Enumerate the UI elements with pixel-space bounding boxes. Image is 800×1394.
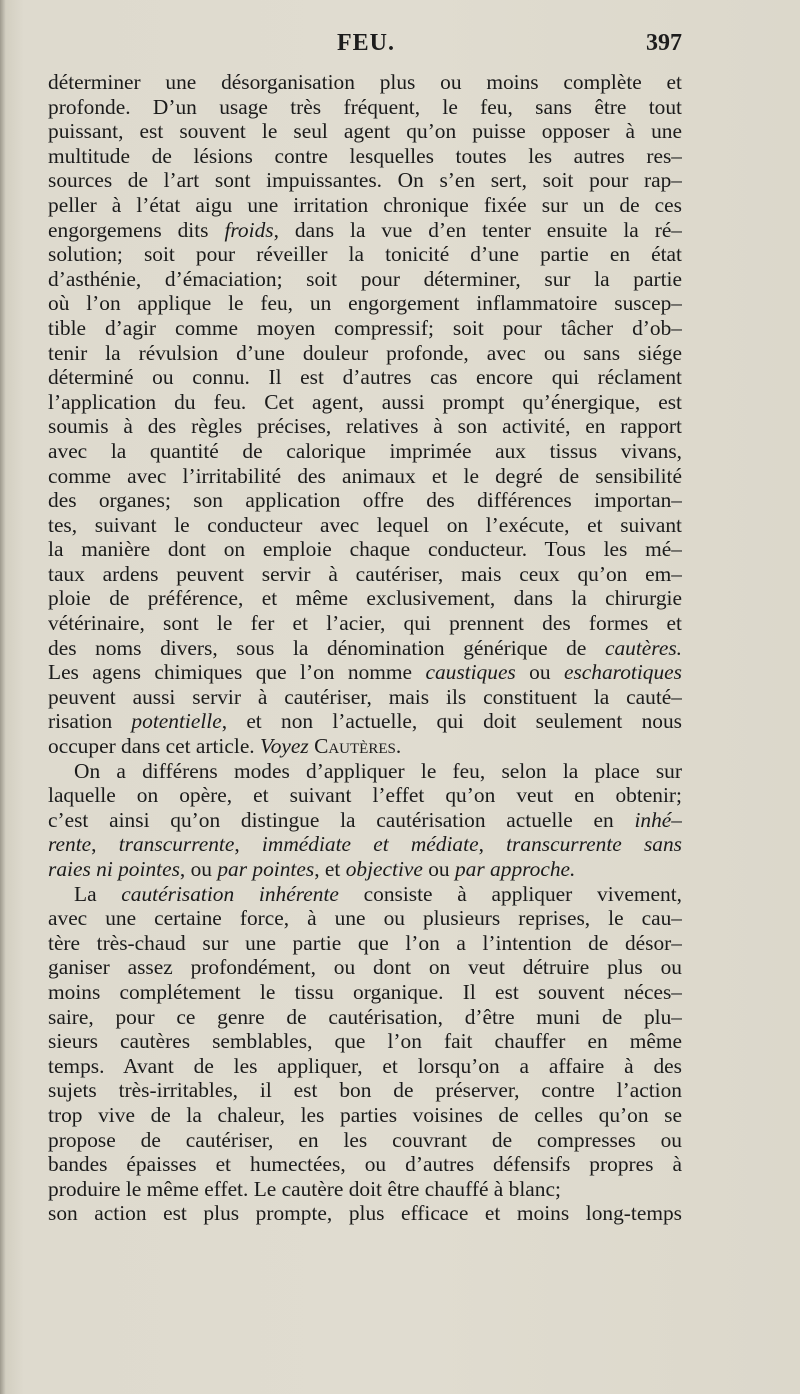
text-run: produire le même effet. Le cautère doit être chauffé à blanc;: [48, 1176, 561, 1201]
text-line: [48, 931, 682, 956]
text-run: tible d’agir comme moyen compressif; soit pour tâcher d’ob–: [48, 315, 682, 340]
text-line: [48, 414, 682, 439]
text-line: [48, 1054, 682, 1079]
text-run: son action est plus prompte, plus efficace et moins long-temps: [48, 1201, 682, 1226]
text-run: ganiser assez profondément, ou dont on veut détruire plus ou: [48, 955, 682, 980]
text-run: d’asthénie, d’émaciation; soit pour déterminer, sur la partie: [48, 266, 682, 291]
italic-run: potentielle: [131, 709, 222, 734]
text-line: [48, 759, 682, 784]
text-line: [48, 832, 682, 857]
text-line: [48, 586, 682, 611]
text-run: multitude de lésions contre lesquelles toutes les autres res–: [48, 143, 682, 168]
text-line: [48, 734, 682, 759]
text-line: [48, 70, 682, 95]
italic-run: escharotiques: [563, 660, 682, 685]
text-line: [48, 685, 682, 710]
text-run: solution; soit pour réveiller la tonicité d’une partie en état: [48, 242, 682, 267]
text-line: [48, 464, 682, 489]
text-run: engorgemens dits: [48, 217, 225, 242]
text-line: [48, 291, 682, 316]
italic-run: par approche.: [454, 857, 576, 881]
text-run: des noms divers, sous la dénomination générique de: [48, 635, 605, 660]
text-run: laquelle on opère, et suivant l’effet qu’on veut en obtenir;: [48, 783, 682, 808]
text-run: ,: [478, 832, 507, 857]
text-run: tère très-chaud sur une partie que l’on a l’intention de désor–: [48, 930, 682, 955]
italic-run: immédiate et médiate: [261, 832, 479, 857]
text-line: [48, 365, 682, 390]
text-run: peller à l’état aigu une irritation chronique fixée sur un de ces: [48, 192, 682, 217]
text-line: [48, 1005, 682, 1030]
text-run: consiste à appliquer vivement,: [338, 881, 682, 906]
text-run: ,: [91, 832, 119, 857]
text-line: [48, 955, 682, 980]
text-run: On a différens modes d’appliquer le feu, selon la place sur: [74, 758, 682, 783]
italic-run: objective: [345, 857, 423, 881]
text-run: trop vive de la chaleur, les parties voisines de celles qu’on se: [48, 1102, 682, 1127]
page-number: 397: [646, 30, 682, 56]
text-run: profonde. D’un usage très fréquent, le feu, sans être tout: [48, 94, 682, 119]
text-run: ou: [515, 660, 564, 685]
text-run: occuper dans cet article.: [48, 734, 261, 759]
text-run: peuvent aussi servir à cautériser, mais ils constituent la cauté–: [48, 684, 682, 709]
text-line: [48, 611, 682, 636]
text-run: , et non l’actuelle, qui doit seulement nous: [221, 709, 682, 734]
text-line: [48, 1152, 682, 1177]
text-run: tenir la révulsion d’une douleur profonde, avec ou sans siége: [48, 340, 682, 365]
page-gutter-shadow: [0, 0, 6, 1394]
text-run: des organes; son application offre des différences importan–: [48, 488, 682, 513]
text-run: temps. Avant de les appliquer, et lorsqu’on a affaire à des: [48, 1053, 682, 1078]
text-line: [48, 341, 682, 366]
text-run: saire, pour ce genre de cautérisation, d’être muni de plu–: [48, 1004, 682, 1029]
text-run: la manière dont on emploie chaque conducteur. Tous les mé–: [48, 537, 682, 562]
text-run: ou: [422, 857, 455, 881]
text-run: déterminé ou connu. Il est d’autres cas encore qui réclament: [48, 365, 682, 390]
text-line: [48, 439, 682, 464]
text-run: vétérinaire, sont le fer et l’acier, qui prennent des formes et: [48, 611, 682, 636]
text-line: [48, 95, 682, 120]
text-run: comme avec l’irritabilité des animaux et le degré de sensibilité: [48, 463, 682, 488]
text-line: [48, 488, 682, 513]
italic-run: rente: [48, 832, 92, 857]
text-line: [48, 316, 682, 341]
text-line: [48, 1201, 682, 1226]
text-run: moins complétement le tissu organique. Il est souvent néces–: [48, 979, 682, 1004]
small-caps-run: Cautères: [314, 734, 396, 759]
text-run: où l’on applique le feu, un engorgement inflammatoire suscep–: [48, 291, 682, 316]
italic-run: cautérisation inhérente: [121, 881, 339, 906]
text-line: [48, 193, 682, 218]
text-line: [48, 709, 682, 734]
text-line: [48, 1177, 682, 1202]
text-line: [48, 980, 682, 1005]
text-run: taux ardens peuvent servir à cautériser, mais ceux qu’on em–: [48, 561, 682, 586]
italic-run: par pointes: [217, 857, 315, 881]
text-line: [48, 808, 682, 833]
italic-run: froids: [224, 217, 274, 242]
text-line: [48, 906, 682, 931]
text-line: [48, 144, 682, 169]
text-run: risation: [48, 709, 132, 734]
text-line: [48, 882, 682, 907]
text-run: déterminer une désorganisation plus ou moins complète et: [48, 70, 682, 94]
text-line: [48, 242, 682, 267]
text-run: ,: [234, 832, 262, 857]
text-run: ploie de préférence, et même exclusivement, dans la chirurgie: [48, 586, 682, 611]
text-line: [48, 660, 682, 685]
italic-run: Voyez: [260, 734, 309, 759]
text-line: [48, 1029, 682, 1054]
text-run: La: [74, 881, 122, 906]
text-line: [48, 218, 682, 243]
text-line: [48, 857, 682, 882]
text-line: [48, 1103, 682, 1128]
italic-run: transcurrente: [118, 832, 235, 857]
text-run: tes, suivant le conducteur avec lequel on l’exécute, et suivant: [48, 512, 682, 537]
text-line: [48, 168, 682, 193]
italic-run: raies ni pointes: [48, 857, 180, 881]
text-line: [48, 1078, 682, 1103]
text-run: , dans la vue d’en tenter ensuite la ré–: [273, 217, 682, 242]
text-line: [48, 390, 682, 415]
text-line: [48, 1128, 682, 1153]
text-line: [48, 783, 682, 808]
text-line: [48, 119, 682, 144]
text-line: [48, 636, 682, 661]
text-run: l’application du feu. Cet agent, aussi prompt qu’énergique, est: [48, 389, 682, 414]
text-run: bandes épaisses et humectées, ou d’autres défensifs propres à: [48, 1152, 682, 1177]
text-line: [48, 537, 682, 562]
text-run: Les agens chimiques que l’on nomme: [48, 660, 426, 685]
text-line: [48, 267, 682, 292]
text-line: [48, 562, 682, 587]
italic-run: transcurrente sans: [506, 832, 682, 857]
text-run: soumis à des règles précises, relatives à son activité, en rapport: [48, 414, 682, 439]
text-run: .: [395, 734, 402, 759]
text-run: c’est ainsi qu’on distingue la cautérisation actuelle en: [48, 807, 635, 832]
italic-run: inhé–: [634, 807, 682, 832]
italic-run: cautères.: [604, 635, 682, 660]
text-run: , ou: [179, 857, 218, 881]
text-run: , et: [314, 857, 346, 881]
text-run: sujets très-irritables, il est bon de préserver, contre l’action: [48, 1078, 682, 1103]
text-run: avec la quantité de calorique imprimée aux tissus vivans,: [48, 438, 682, 463]
text-line: [48, 513, 682, 538]
text-run: sources de l’art sont impuissantes. On s’en sert, soit pour rap–: [48, 168, 682, 193]
running-title: FEU.: [337, 30, 395, 56]
body-text: [48, 70, 682, 1226]
italic-run: caustiques: [425, 660, 516, 685]
text-run: propose de cautériser, en les couvrant de compresses ou: [48, 1127, 682, 1152]
text-run: puissant, est souvent le seul agent qu’on puisse opposer à une: [48, 119, 682, 144]
text-run: sieurs cautères semblables, que l’on fait chauffer en même: [48, 1029, 682, 1054]
text-run: avec une certaine force, à une ou plusieurs reprises, le cau–: [48, 906, 682, 931]
page-header: [50, 30, 682, 62]
